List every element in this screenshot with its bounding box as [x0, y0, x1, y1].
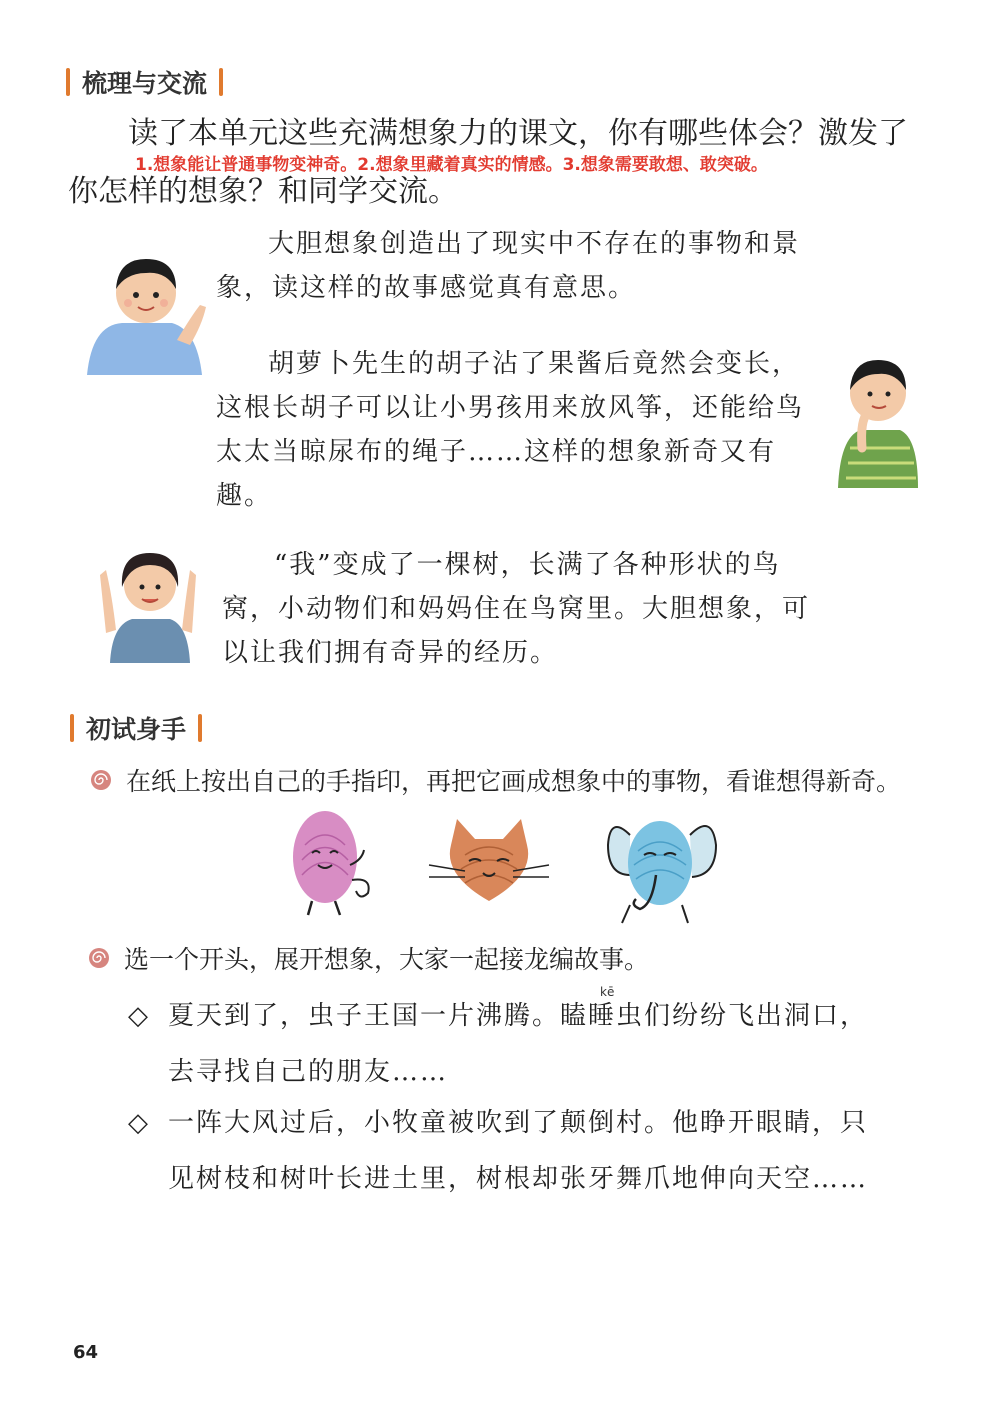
boy-thinking-illustration [830, 338, 925, 493]
story-starter-2 [128, 1095, 928, 1207]
section-title-try [70, 710, 202, 746]
spiral-bullet-icon [88, 947, 110, 969]
pinyin-annotation: kē [600, 985, 615, 999]
speech-bubble-2 [216, 342, 816, 518]
story-1-line-2: 去寻找自己的朋友…… [168, 1057, 449, 1087]
section-title-review [66, 64, 223, 100]
speech-bubble-3 [222, 543, 814, 675]
story-2-line-1: 一阵大风过后，小牧童被吹到了颠倒村。他睁开眼睛，只 [168, 1108, 869, 1138]
story-2-line-2: 见树枝和树叶长进土里，树根却张牙舞爪地伸向天空…… [168, 1164, 869, 1194]
section-title-label: 初试身手 [86, 715, 187, 744]
title-bar-left [66, 68, 70, 96]
speech-text-1: 大胆想象创造出了现实中不存在的事物和景象，读这样的故事感觉真有意思。 [216, 229, 801, 303]
speech-text-2: 胡萝卜先生的胡子沾了果酱后竟然会变长，这根长胡子可以让小男孩用来放风筝，还能给鸟太太当晾尿布的绳子……这样的想象新奇又有趣。 [216, 349, 805, 511]
title-bar-right [219, 68, 223, 96]
title-bar-right [198, 714, 202, 742]
story-starter-1 [128, 988, 928, 1100]
boy-waving-illustration [82, 245, 212, 380]
fingerprint-creature-illustration [280, 805, 380, 920]
speech-text-3: “我”变成了一棵树，长满了各种形状的鸟窝，小动物们和妈妈住在鸟窝里。大胆想象，可以让我们拥有奇异的经历。 [222, 550, 811, 668]
title-bar-left [70, 714, 74, 742]
speech-bubble-1 [216, 222, 816, 310]
task-item-2 [88, 940, 649, 976]
story-1-line-1: 夏天到了，虫子王国一片沸腾。瞌睡虫们纷纷飞出洞口， [168, 1001, 869, 1031]
task-text-2: 选一个开头，展开想象，大家一起接龙编故事。 [124, 945, 650, 974]
diamond-bullet-icon: ◇ [128, 1001, 150, 1031]
spiral-bullet-icon [90, 769, 112, 791]
section-title-label: 梳理与交流 [82, 69, 208, 98]
diamond-bullet-icon: ◇ [128, 1108, 150, 1138]
girl-illustration [92, 535, 207, 665]
task-item-1 [90, 762, 901, 798]
fingerprint-cat-illustration [425, 815, 553, 910]
intro-line-2: 你怎样的想象？和同学交流。 [68, 174, 458, 209]
fingerprint-elephant-illustration [600, 805, 722, 925]
task-text-1: 在纸上按出自己的手指印，再把它画成想象中的事物，看谁想得新奇。 [126, 767, 902, 796]
intro-line-1: 读了本单元这些充满想象力的课文，你有哪些体会？激发了 [128, 116, 908, 151]
handwritten-annotation: 1.想象能让普通事物变神奇。2.想象里藏着真实的情感。3.想象需要敢想、敢突破。 [135, 155, 768, 175]
page-number: 64 [73, 1342, 99, 1363]
